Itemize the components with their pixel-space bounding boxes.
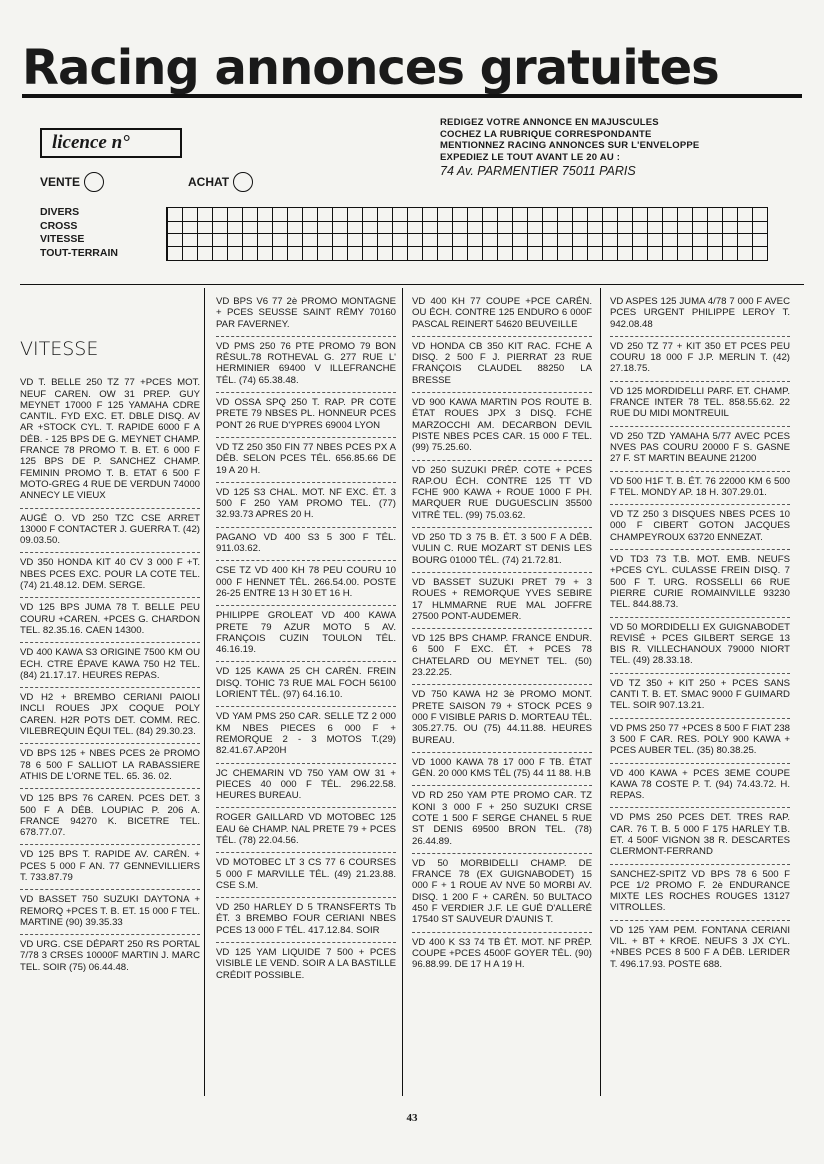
category-list (40, 206, 118, 260)
classified-ad: VD 250 SUZUKI PRÉP. COTE + PCES RAP.OU ÉCH. CONTRE 125 TT VD FCHE 900 KAWA + ROUE 1000 F PH. MARQUER RUE DUGUESCLIN 35500 VITRÉ TEL. (99) 75.03.62. (412, 461, 592, 528)
letter-grid (166, 207, 768, 261)
instruction-line: REDIGEZ VOTRE ANNONCE EN MAJUSCULES (440, 117, 659, 128)
classified-ad: VD 125 BPS CHAMP. FRANCE ENDUR. 6 500 F EXC. ÉT. + PCES 78 CHATELARD OU MEYNET TEL. (50) 23.22.25. (412, 629, 592, 685)
classified-ad: VD 50 MORBIDELLI CHAMP. DE FRANCE 78 (EX GUIGNABODET) 15 000 F + 1 ROUE AV NVE 50 MORBI AV. DISQ. 1 200 F + CARÉN. 50 BULTACO 450 F VERDIER J.F. LE GUÉ D'ALLERÉ 17540 ST SAUVEUR D'AUNIS T. (412, 854, 592, 933)
classified-ad: VD 125 MORDIDELLI PARF. ET. CHAMP. FRANCE INTER 78 TEL. 858.55.62. 22 RUE DU MIDI MONTREUIL (610, 382, 790, 427)
classified-ad: VD 250 HARLEY D 5 TRANSFERTS Tb ÉT. 3 BREMBO FOUR CERIANI NBES PCES 13 000 F TÉL. 417.12.84. SOIR (216, 898, 396, 943)
classified-ad: VD URG. CSE DÉPART 250 RS PORTAL 7/78 3 CRSES 10000F MARTIN J. MARC TEL. SOIR (75) 06.44.48. (20, 939, 200, 973)
classified-ad: VD 400 KH 77 COUPE +PCE CARÉN. OU ÉCH. CONTRE 125 ENDURO 6 000F PASCAL REINERT 54620 BEUVEILLE (412, 292, 592, 337)
classified-ad: ROGER GAILLARD VD MOTOBEC 125 EAU 6è CHAMP. NAL PRETE 79 + PCES TÉL. (78) 22.04.56. (216, 808, 396, 853)
classified-ad: VD 350 HONDA KIT 40 CV 3 000 F +T. NBES PCES EXC. POUR LA COTE TEL. (74) 21.48.12. DEM. SERGE. (20, 553, 200, 598)
ad-column-4 (610, 292, 790, 976)
classified-ad: PHILIPPE GROLEAT VD 400 KAWA PRETE 79 AZUR MOTO 5 AV. FRANÇOIS CUZIN TOULON TÉL. 46.16.19. (216, 606, 396, 662)
achat-circle (233, 172, 253, 192)
section-title: VITESSE (20, 338, 99, 360)
classified-ad: VD 125 YAM LIQUIDE 7 500 + PCES VISIBLE LE VEND. SOIR A LA BASTILLE CRÉDIT POSSIBLE. (216, 947, 396, 981)
classified-ad: VD 750 KAWA H2 3è PROMO MONT. PRETE SAISON 79 + STOCK PCES 9 000 F VISIBLE PARIS D. MORTEAU TÉL. 305.27.75. OU (75) 44.11.88. HEURES BUREAU. (412, 685, 592, 752)
category-tout-terrain: TOUT-TERRAIN (40, 246, 118, 259)
classified-ad: SANCHEZ-SPITZ VD BPS 78 6 500 F PCE 1/2 PROMO F. 2è ENDURANCE MIXTE LES ROCHES ROUGES 13127 VITROLLES. (610, 865, 790, 921)
column-separator (402, 288, 403, 1096)
header-title-block (22, 38, 802, 102)
classified-ad: PAGANO VD 400 S3 5 300 F TÉL. 911.03.62. (216, 528, 396, 562)
classified-ad: VD 125 BPS JUMA 78 T. BELLE PEU COURU +CAREN. +PCES G. CHARDON TEL. 82.35.16. CAEN 14300. (20, 598, 200, 643)
classified-ad: VD 400 K S3 74 TB ÉT. MOT. NF PRÉP. COUPE +PCES 4500F GOYER TÉL. (90) 96.88.99. DE 17 H A 19 H. (412, 936, 592, 971)
classified-ad: VD 250 TZD YAMAHA 5/77 AVEC PCES NVES PAS COURU 20000 F S. GASNE 27 F. ST MARTIN BEAUNE 21200 (610, 427, 790, 472)
vente-circle (84, 172, 104, 192)
classified-ad: VD TZ 250 350 FIN 77 NBES PCES PX A DÉB. SELON PCES TÉL. 656.85.66 DE 19 A 20 H. (216, 438, 396, 483)
instruction-line: MENTIONNEZ RACING ANNONCES SUR L'ENVELOPPE (440, 140, 700, 151)
classified-ad: AUGÉ O. VD 250 TZC CSE ARRET 13000 F CONTACTER J. GUERRA T. (42) 09.03.50. (20, 509, 200, 554)
classified-ad: VD 400 KAWA + PCES 3EME COUPE KAWA 78 COSTE P. T. (94) 74.43.72. H. REPAS. (610, 764, 790, 809)
classified-ad: VD 400 KAWA S3 ORIGINE 7500 KM OU ECH. CTRE ÉPAVE KAWA 750 H2 TEL. (84) 21.17.17. HEURES REPAS. (20, 643, 200, 688)
ad-column-3 (412, 292, 592, 977)
classified-ad: VD 250 TD 3 75 B. ÉT. 3 500 F A DÉB. VULIN C. RUE MOZART ST DENIS LES BOURG 01000 TÉL. (74) 21.72.81. (412, 528, 592, 573)
instructions (440, 117, 800, 163)
classified-ad: VD BPS V6 77 2è PROMO MONTAGNE + PCES SEUSSE SAINT RÉMY 70160 PAR FAVERNEY. (216, 292, 396, 337)
classified-ad: VD 125 S3 CHAL. MOT. NF EXC. ÉT. 3 500 F 250 YAM PROMO TEL. (77) 32.93.73 APRES 20 H. (216, 483, 396, 528)
category-vitesse: VITESSE (40, 233, 85, 245)
classified-ad: VD PMS 250 PCES DET. TRES RAP. CAR. 76 T. B. 5 000 F 175 HARLEY T.B. ET. 4 500F VIGNON 38 R. DESCARTES CLERMONT-FERRAND (610, 808, 790, 864)
classified-ad: VD BASSET 750 SUZUKI DAYTONA + REMORQ +PCES T. B. ET. 15 000 F TEL. MARTINE (90) 39.35.33 (20, 890, 200, 935)
classified-ad: VD TD3 73 T.B. MOT. EMB. NEUFS +PCES CYL. CULASSE FREIN DISQ. 7 500 F T. URG. ROSSELLI 66 RUE PIERRE CURIE ROMAINVILLE 93230 TEL. 844.88.73. (610, 550, 790, 617)
classified-ad: VD 125 YAM PEM. FONTANA CERIANI VIL. + BT + KROE. NEUFS 3 JX CYL. +NBES PCES 8 500 F A DÉB. LERIDER T. 496.17.93. POSTE 688. (610, 924, 790, 970)
classified-ad: VD 50 MORDIDELLI EX GUIGNABODET REVISÉ + PCES GILBERT SERGE 13 BIS R. VILLECHANOUX 79000 NIORT TEL. (49) 28.33.18. (610, 618, 790, 674)
licence-field (40, 128, 182, 158)
category-cross: CROSS (40, 219, 78, 232)
classified-ad: VD TZ 250 3 DISQUES NBES PCES 10 000 F CIBERT GOTON JACQUES CHAMPEYROUX 63720 ENNEZAT. (610, 505, 790, 550)
instruction-line: COCHEZ LA RUBRIQUE CORRESPONDANTE (440, 128, 652, 140)
classified-ad: VD 125 KAWA 25 CH CARÉN. FREIN DISQ. TOHIC 73 RUE MAL FOCH 56100 LORIENT TÉL. (97) 64.16.10. (216, 662, 396, 707)
classified-ad: VD ASPES 125 JUMA 4/78 7 000 F AVEC PCES URGENT PHILIPPE LEROY T. 942.08.48 (610, 292, 790, 337)
achat-label: ACHAT (188, 175, 230, 189)
classified-ad: VD 500 H1F T. B. ÉT. 76 22000 KM 6 500 F TEL. MONDY AP. 18 H. 307.29.01. (610, 472, 790, 506)
column-separator (600, 288, 601, 1096)
classified-ad: VD PMS 250 77 +PCES 8 500 F FIAT 238 3 500 F CAR. RES. POLY 900 KAWA + PCES AUBER TEL. (35) 80.38.25. (610, 719, 790, 764)
title-underline (22, 94, 802, 98)
ad-column-1 (20, 292, 200, 979)
classified-ad: VD HONDA CB 350 KIT RAC. FCHE A DISQ. 2 500 F J. PIERRAT 23 RUE FRANÇOIS CLAUDEL 88250 LA BRESSE (412, 337, 592, 393)
classified-ad: VD YAM PMS 250 CAR. SELLE TZ 2 000 KM NBES PIECES 6 000 F + REMORQUE 2 - 3 MOTOS T.(29) 82.41.67.AP20H (216, 707, 396, 763)
achat-option (188, 172, 253, 192)
classified-ad: VD OSSA SPQ 250 T. RAP. PR COTE PRETE 79 NBSES PL. HONNEUR PCES PONT 26 RUE D'YPRES 69004 LYON (216, 393, 396, 438)
classified-ad: VD TZ 350 + KIT 250 + PCES SANS CANTI T. B. ET. SMAC 9000 F GUIMARD TEL. SOIR 907.13.21. (610, 674, 790, 719)
section-divider (20, 284, 804, 285)
classified-ad: VD BPS 125 + NBES PCES 2è PROMO 78 6 500 F SALLIOT LA RABASSIERE ATHIS DE L'ORNE TEL. 65. 36. 02. (20, 744, 200, 789)
page-title: Racing annonces gratuites (22, 40, 719, 96)
category-divers: DIVERS (40, 206, 80, 218)
vente-label: VENTE (40, 175, 81, 189)
licence-label: licence n° (52, 132, 130, 153)
classified-ad: VD H2 + BREMBO CERIANI PAIOLI INCLI ROUES JPX COQUE POLY CAREN. H2R POTS DET. COMM. REC. VILEBREQUIN ÉQUI TEL. (84) 29.30.23. (20, 688, 200, 744)
ad-column-2 (216, 292, 396, 987)
classified-ad: VD BASSET SUZUKI PRET 79 + 3 ROUES + REMORQUE YVES SEBIRE 17 HLMMARNE RUE MAL JOFFRE 27500 PONT-AUDEMER. (412, 573, 592, 629)
classified-ad: VD 1000 KAWA 78 17 000 F TB. ÉTAT GÉN. 20 000 KMS TÉL (75) 44 11 88. H.B (412, 753, 592, 787)
vente-option (40, 172, 104, 192)
column-separator (204, 288, 205, 1096)
classified-ad: VD T. BELLE 250 TZ 77 +PCES MOT. NEUF CAREN. OW 31 PREP. GUY MEYNET 17000 F 125 YAMAHA CDRE CANTIL. FYD EXC. ET. DBLE DISQ. AV AR +STOCK CYL. T. RAPIDE 6000 F A DÉB. - 125 BPS DE G. MEYNET CHAMP. FRANCE 78 PROMO T. B. ET. 6 000 F 125 BPS DE P. SANCHEZ CHAMP. FEMININ PROMO T. B. ETAT 6 500 F MOTO-GREG 4 RUE DE VERDUN 74000 ANNECY LE VIEUX (20, 373, 200, 508)
classified-ad: VD 125 BPS T. RAPIDE AV. CARÉN. + PCES 5 000 F AN. 77 GENNEVILLIERS T. 733.87.79 (20, 845, 200, 890)
classified-ad: VD 900 KAWA MARTIN POS ROUTE B. ÉTAT ROUES JPX 3 DISQ. FCHE MARZOCCHI AM. DECARBON DEVIL PISTE NBES PCES CAR. 15 000 F TEL. (99) 75.25.60. (412, 393, 592, 460)
page-number: 43 (406, 1112, 418, 1124)
classified-ad: JC CHEMARIN VD 750 YAM OW 31 + PIECES 40 000 F TÉL. 296.22.58. HEURES BUREAU. (216, 764, 396, 809)
classified-ad: VD 125 BPS 76 CAREN. PCES DET. 3 500 F A DÉB. LOUPIAC P. 206 A. FRANCE 94270 K. BICETRE TEL. 678.77.07. (20, 789, 200, 845)
classified-ad: VD PMS 250 76 PTE PROMO 79 BON RÉSUL.78 ROTHEVAL G. 277 RUE L' HERMINIER 69400 V ILLEFRANCHE TÉL. (74) 65.38.48. (216, 337, 396, 393)
mailing-address: 74 Av. PARMENTIER 75011 PARIS (440, 164, 636, 178)
classified-ad: VD 250 TZ 77 + KIT 350 ET PCES PEU COURU 18 000 F J.P. MERLIN T. (42) 27.18.75. (610, 337, 790, 382)
classified-ad: VD RD 250 YAM PTE PROMO CAR. TZ KONI 3 000 F + 250 SUZUKI CRSE COTE 1 500 F SERGE CHANEL 5 RUE ST DENIS 69500 BRON TEL. (78) 26.44.89. (412, 786, 592, 853)
classified-ad: VD MOTOBEC LT 3 CS 77 6 COURSES 5 000 F MARVILLE TÉL. (49) 21.23.88. CSE S.M. (216, 853, 396, 898)
classified-ad: CSE TZ VD 400 KH 78 PEU COURU 10 000 F HENNET TÉL. 266.54.00. POSTE 26-25 ENTRE 13 H 30 ET 16 H. (216, 561, 396, 606)
instruction-line: EXPEDIEZ LE TOUT AVANT LE 20 AU : (440, 151, 621, 163)
